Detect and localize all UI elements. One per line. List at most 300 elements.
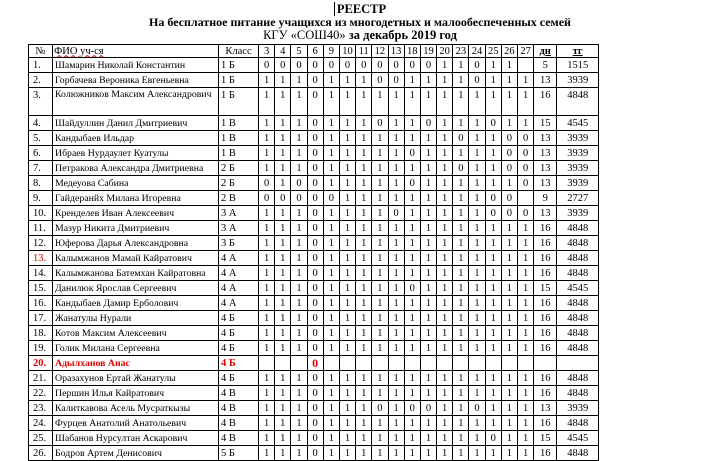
day-mark: 1 — [291, 386, 307, 401]
day-mark: 1 — [291, 221, 307, 236]
student-name: Кандыбаев Дамир Ерболович — [53, 296, 219, 311]
day-mark: 1 — [372, 341, 388, 356]
day-mark — [420, 356, 436, 371]
day-mark: 1 — [501, 266, 517, 281]
table-row — [29, 116, 599, 131]
day-mark: 0 — [372, 401, 388, 416]
day-mark: 1 — [323, 176, 339, 191]
day-mark: 1 — [259, 386, 275, 401]
day-mark: 0 — [307, 356, 323, 371]
day-mark: 1 — [259, 311, 275, 326]
day-mark: 1 — [518, 341, 534, 356]
day-mark: 1 — [518, 326, 534, 341]
day-mark: 1 — [356, 88, 372, 116]
student-name: Медеуова Сабина — [53, 176, 219, 191]
day-mark: 1 — [453, 386, 469, 401]
row-number: 24. — [29, 416, 53, 431]
day-mark: 1 — [469, 146, 485, 161]
table-row — [29, 58, 599, 73]
student-class: 1 В — [219, 131, 259, 146]
day-mark: 1 — [356, 191, 372, 206]
days-count: 15 — [534, 116, 557, 131]
table-row — [29, 281, 599, 296]
day-mark: 1 — [469, 266, 485, 281]
day-mark: 1 — [420, 416, 436, 431]
table-row — [29, 206, 599, 221]
table-row — [29, 431, 599, 446]
day-mark: 0 — [307, 146, 323, 161]
day-mark: 1 — [469, 176, 485, 191]
amount-tenge: 3939 — [557, 146, 599, 161]
day-mark: 1 — [518, 311, 534, 326]
day-mark: 1 — [339, 176, 355, 191]
table-row — [29, 73, 599, 88]
day-mark: 1 — [485, 161, 501, 176]
row-number: 2. — [29, 73, 53, 88]
day-mark: 1 — [469, 191, 485, 206]
day-mark: 1 — [501, 371, 517, 386]
day-mark: 1 — [518, 386, 534, 401]
day-mark: 0 — [388, 58, 404, 73]
days-count: 5 — [534, 58, 557, 73]
day-mark: 1 — [356, 446, 372, 461]
student-name: Мазур Никита Дмитриевич — [53, 221, 219, 236]
day-mark: 0 — [388, 206, 404, 221]
col-header-date: 25 — [485, 45, 501, 58]
student-name: Гайдеранйх Милана Игоревна — [53, 191, 219, 206]
row-number: 12. — [29, 236, 53, 251]
student-name: Шайдуллин Данил Дмитриевич — [53, 116, 219, 131]
day-mark: 0 — [307, 431, 323, 446]
table-row — [29, 446, 599, 461]
col-header-date: 12 — [372, 45, 388, 58]
row-number: 15. — [29, 281, 53, 296]
day-mark: 1 — [323, 146, 339, 161]
day-mark: 1 — [291, 206, 307, 221]
day-mark: 1 — [291, 73, 307, 88]
table-row — [29, 416, 599, 431]
day-mark: 1 — [275, 341, 291, 356]
day-mark: 1 — [259, 326, 275, 341]
days-count: 16 — [534, 236, 557, 251]
col-header-date: 19 — [420, 45, 436, 58]
day-mark: 0 — [372, 73, 388, 88]
days-count: 13 — [534, 131, 557, 146]
day-mark: 1 — [485, 146, 501, 161]
day-mark: 1 — [275, 371, 291, 386]
col-header-fio — [53, 45, 219, 58]
row-number: 7. — [29, 161, 53, 176]
col-header-date: 4 — [275, 45, 291, 58]
day-mark: 1 — [259, 341, 275, 356]
row-number: 16. — [29, 296, 53, 311]
day-mark: 1 — [388, 401, 404, 416]
row-number: 23. — [29, 401, 53, 416]
day-mark: 1 — [453, 251, 469, 266]
day-mark — [469, 356, 485, 371]
day-mark: 1 — [275, 266, 291, 281]
day-mark: 1 — [339, 416, 355, 431]
day-mark: 0 — [275, 191, 291, 206]
day-mark: 1 — [259, 296, 275, 311]
day-mark: 0 — [307, 236, 323, 251]
day-mark: 1 — [372, 161, 388, 176]
day-mark: 1 — [485, 266, 501, 281]
table-row — [29, 311, 599, 326]
day-mark: 0 — [323, 191, 339, 206]
day-mark: 1 — [291, 251, 307, 266]
row-number: 13. — [29, 251, 53, 266]
day-mark: 1 — [453, 146, 469, 161]
day-mark: 1 — [275, 236, 291, 251]
col-header-date: 11 — [356, 45, 372, 58]
day-mark: 1 — [291, 311, 307, 326]
table-row — [29, 401, 599, 416]
student-class: 1 Б — [219, 73, 259, 88]
student-class: 4 Б — [219, 341, 259, 356]
day-mark: 1 — [275, 88, 291, 116]
day-mark: 0 — [307, 191, 323, 206]
day-mark: 0 — [420, 116, 436, 131]
day-mark: 1 — [453, 88, 469, 116]
student-class: 1 Б — [219, 58, 259, 73]
row-number: 11. — [29, 221, 53, 236]
row-number: 3. — [29, 88, 53, 116]
day-mark: 1 — [291, 431, 307, 446]
day-mark: 1 — [259, 446, 275, 461]
day-mark: 1 — [275, 116, 291, 131]
day-mark: 1 — [518, 116, 534, 131]
amount-tenge: 3939 — [557, 131, 599, 146]
day-mark: 1 — [518, 296, 534, 311]
day-mark: 1 — [356, 431, 372, 446]
day-mark: 1 — [275, 146, 291, 161]
days-count: 13 — [534, 146, 557, 161]
amount-tenge: 1515 — [557, 58, 599, 73]
day-mark: 1 — [291, 326, 307, 341]
day-mark: 1 — [388, 416, 404, 431]
day-mark: 1 — [388, 326, 404, 341]
day-mark: 1 — [372, 446, 388, 461]
day-mark: 1 — [372, 416, 388, 431]
day-mark: 1 — [485, 58, 501, 73]
table-row — [29, 326, 599, 341]
day-mark: 1 — [259, 161, 275, 176]
day-mark: 1 — [404, 371, 420, 386]
day-mark: 1 — [469, 131, 485, 146]
day-mark: 1 — [469, 116, 485, 131]
day-mark: 1 — [356, 146, 372, 161]
col-header-date: 5 — [291, 45, 307, 58]
day-mark: 1 — [372, 296, 388, 311]
day-mark: 1 — [323, 161, 339, 176]
table-row — [29, 236, 599, 251]
row-number: 9. — [29, 191, 53, 206]
day-mark — [323, 356, 339, 371]
student-name: Оразахунов Ертай Жанатулы — [53, 371, 219, 386]
day-mark: 0 — [356, 58, 372, 73]
day-mark: 1 — [356, 371, 372, 386]
day-mark: 1 — [437, 446, 453, 461]
day-mark: 1 — [404, 191, 420, 206]
student-class: 1 В — [219, 146, 259, 161]
day-mark: 0 — [388, 73, 404, 88]
day-mark: 1 — [291, 161, 307, 176]
table-row — [29, 371, 599, 386]
day-mark: 0 — [307, 206, 323, 221]
col-header-date: 6 — [307, 45, 323, 58]
table-row — [29, 131, 599, 146]
day-mark: 1 — [469, 206, 485, 221]
school-name: КГУ «СОШ40» — [263, 28, 346, 42]
day-mark: 1 — [323, 386, 339, 401]
student-name: Колюжников Максим Александрович — [53, 88, 219, 116]
student-name: Кандыбаев Ильдар — [53, 131, 219, 146]
days-count: 16 — [534, 341, 557, 356]
student-class: 1 В — [219, 116, 259, 131]
day-mark: 1 — [501, 386, 517, 401]
day-mark: 1 — [372, 371, 388, 386]
day-mark: 1 — [420, 176, 436, 191]
day-mark: 1 — [323, 281, 339, 296]
day-mark: 1 — [291, 281, 307, 296]
day-mark: 0 — [501, 131, 517, 146]
day-mark: 0 — [307, 161, 323, 176]
row-number: 18. — [29, 326, 53, 341]
day-mark: 0 — [307, 251, 323, 266]
day-mark: 0 — [307, 326, 323, 341]
day-mark: 1 — [356, 326, 372, 341]
col-header-date: 3 — [259, 45, 275, 58]
student-class: 4 В — [219, 416, 259, 431]
day-mark: 1 — [485, 386, 501, 401]
days-count: 13 — [534, 206, 557, 221]
day-mark: 1 — [453, 73, 469, 88]
day-mark: 1 — [259, 88, 275, 116]
day-mark: 1 — [485, 131, 501, 146]
day-mark: 1 — [339, 221, 355, 236]
day-mark: 1 — [453, 191, 469, 206]
day-mark: 1 — [437, 161, 453, 176]
day-mark: 0 — [485, 191, 501, 206]
student-name: Бодров Артем Денисович — [53, 446, 219, 461]
amount-tenge: 4545 — [557, 431, 599, 446]
day-mark: 1 — [420, 266, 436, 281]
day-mark: 0 — [307, 401, 323, 416]
day-mark: 1 — [356, 251, 372, 266]
day-mark: 1 — [291, 296, 307, 311]
day-mark: 1 — [453, 266, 469, 281]
day-mark: 1 — [437, 251, 453, 266]
day-mark: 1 — [339, 431, 355, 446]
day-mark: 1 — [259, 431, 275, 446]
day-mark: 1 — [420, 431, 436, 446]
amount-tenge: 4848 — [557, 88, 599, 116]
day-mark — [372, 356, 388, 371]
day-mark: 1 — [518, 281, 534, 296]
amount-tenge: 4848 — [557, 296, 599, 311]
day-mark: 0 — [372, 58, 388, 73]
day-mark: 1 — [372, 311, 388, 326]
row-number: 17. — [29, 311, 53, 326]
day-mark: 0 — [501, 191, 517, 206]
day-mark: 1 — [275, 161, 291, 176]
table-row — [29, 356, 599, 371]
student-name: Шабанов Нурсултан Аскарович — [53, 431, 219, 446]
amount-tenge: 4848 — [557, 311, 599, 326]
day-mark: 1 — [437, 371, 453, 386]
day-mark: 1 — [323, 251, 339, 266]
day-mark: 0 — [307, 281, 323, 296]
student-name: Першин Илья Кайратович — [53, 386, 219, 401]
day-mark: 1 — [388, 431, 404, 446]
days-count: 16 — [534, 386, 557, 401]
day-mark: 1 — [469, 161, 485, 176]
day-mark: 1 — [420, 221, 436, 236]
day-mark: 1 — [469, 446, 485, 461]
day-mark: 1 — [420, 191, 436, 206]
day-mark: 0 — [518, 146, 534, 161]
day-mark — [259, 356, 275, 371]
student-name: Шамарин Николай Константин — [53, 58, 219, 73]
day-mark: 1 — [323, 266, 339, 281]
day-mark: 1 — [453, 296, 469, 311]
day-mark: 1 — [485, 176, 501, 191]
day-mark: 1 — [501, 296, 517, 311]
day-mark — [437, 356, 453, 371]
student-name: Адылханов Анас — [53, 356, 219, 371]
day-mark: 0 — [307, 446, 323, 461]
day-mark: 1 — [469, 251, 485, 266]
row-number: 22. — [29, 386, 53, 401]
day-mark: 1 — [372, 131, 388, 146]
day-mark: 1 — [404, 88, 420, 116]
day-mark: 0 — [323, 58, 339, 73]
day-mark: 1 — [485, 416, 501, 431]
day-mark: 1 — [356, 176, 372, 191]
amount-tenge: 4848 — [557, 236, 599, 251]
day-mark: 1 — [420, 326, 436, 341]
day-mark: 1 — [339, 386, 355, 401]
day-mark: 1 — [372, 431, 388, 446]
day-mark: 1 — [388, 296, 404, 311]
student-class: 2 Б — [219, 176, 259, 191]
day-mark: 1 — [437, 58, 453, 73]
day-mark: 1 — [323, 206, 339, 221]
student-name: Жанатулы Нурали — [53, 311, 219, 326]
day-mark: 1 — [388, 176, 404, 191]
amount-tenge: 4545 — [557, 116, 599, 131]
student-class: 4 Б — [219, 311, 259, 326]
day-mark: 1 — [453, 446, 469, 461]
day-mark: 1 — [437, 386, 453, 401]
day-mark: 1 — [356, 131, 372, 146]
day-mark: 1 — [469, 416, 485, 431]
school-period-line — [0, 28, 720, 42]
day-mark: 1 — [339, 446, 355, 461]
row-number: 1. — [29, 58, 53, 73]
day-mark: 1 — [259, 281, 275, 296]
day-mark: 1 — [339, 191, 355, 206]
day-mark: 1 — [372, 191, 388, 206]
day-mark: 0 — [453, 161, 469, 176]
day-mark: 0 — [469, 401, 485, 416]
day-mark: 1 — [275, 431, 291, 446]
day-mark: 1 — [323, 236, 339, 251]
day-mark: 1 — [437, 116, 453, 131]
student-class: 4 В — [219, 401, 259, 416]
days-count: 16 — [534, 266, 557, 281]
day-mark: 1 — [437, 326, 453, 341]
day-mark: 1 — [453, 341, 469, 356]
day-mark: 1 — [339, 206, 355, 221]
student-name: Ибраев Нурдаулет Куатулы — [53, 146, 219, 161]
day-mark: 1 — [420, 341, 436, 356]
day-mark: 0 — [501, 146, 517, 161]
day-mark: 1 — [275, 386, 291, 401]
day-mark: 1 — [485, 446, 501, 461]
day-mark: 0 — [518, 176, 534, 191]
student-class: 4 А — [219, 281, 259, 296]
day-mark: 1 — [437, 266, 453, 281]
day-mark: 1 — [469, 341, 485, 356]
col-header-date: 18 — [404, 45, 420, 58]
row-number: 14. — [29, 266, 53, 281]
student-name: Юферова Дарья Александровна — [53, 236, 219, 251]
day-mark: 1 — [372, 221, 388, 236]
day-mark: 1 — [404, 161, 420, 176]
day-mark: 1 — [291, 371, 307, 386]
table-row — [29, 161, 599, 176]
day-mark: 1 — [388, 146, 404, 161]
day-mark: 1 — [485, 341, 501, 356]
day-mark: 1 — [275, 221, 291, 236]
days-count: 15 — [534, 431, 557, 446]
days-count: 13 — [534, 176, 557, 191]
day-mark: 1 — [420, 371, 436, 386]
student-name: Кренделев Иван Алексеевич — [53, 206, 219, 221]
day-mark: 1 — [339, 88, 355, 116]
day-mark: 1 — [501, 326, 517, 341]
amount-tenge: 4848 — [557, 386, 599, 401]
day-mark: 1 — [404, 341, 420, 356]
day-mark: 1 — [453, 326, 469, 341]
day-mark: 1 — [339, 73, 355, 88]
days-count: 9 — [534, 191, 557, 206]
row-number: 19. — [29, 341, 53, 356]
student-name: Калымжанова Батемхан Кайратовна — [53, 266, 219, 281]
day-mark: 1 — [275, 296, 291, 311]
day-mark: 1 — [388, 221, 404, 236]
day-mark: 1 — [372, 206, 388, 221]
day-mark: 1 — [453, 176, 469, 191]
day-mark: 0 — [518, 131, 534, 146]
day-mark: 1 — [388, 341, 404, 356]
row-number: 10. — [29, 206, 53, 221]
day-mark: 1 — [356, 281, 372, 296]
day-mark: 1 — [291, 88, 307, 116]
day-mark: 1 — [437, 401, 453, 416]
day-mark: 1 — [356, 416, 372, 431]
day-mark: 1 — [437, 416, 453, 431]
student-class: 2 В — [219, 191, 259, 206]
day-mark: 1 — [420, 131, 436, 146]
day-mark: 1 — [518, 221, 534, 236]
day-mark: 1 — [259, 206, 275, 221]
day-mark: 1 — [259, 221, 275, 236]
day-mark: 1 — [501, 311, 517, 326]
day-mark: 1 — [453, 58, 469, 73]
